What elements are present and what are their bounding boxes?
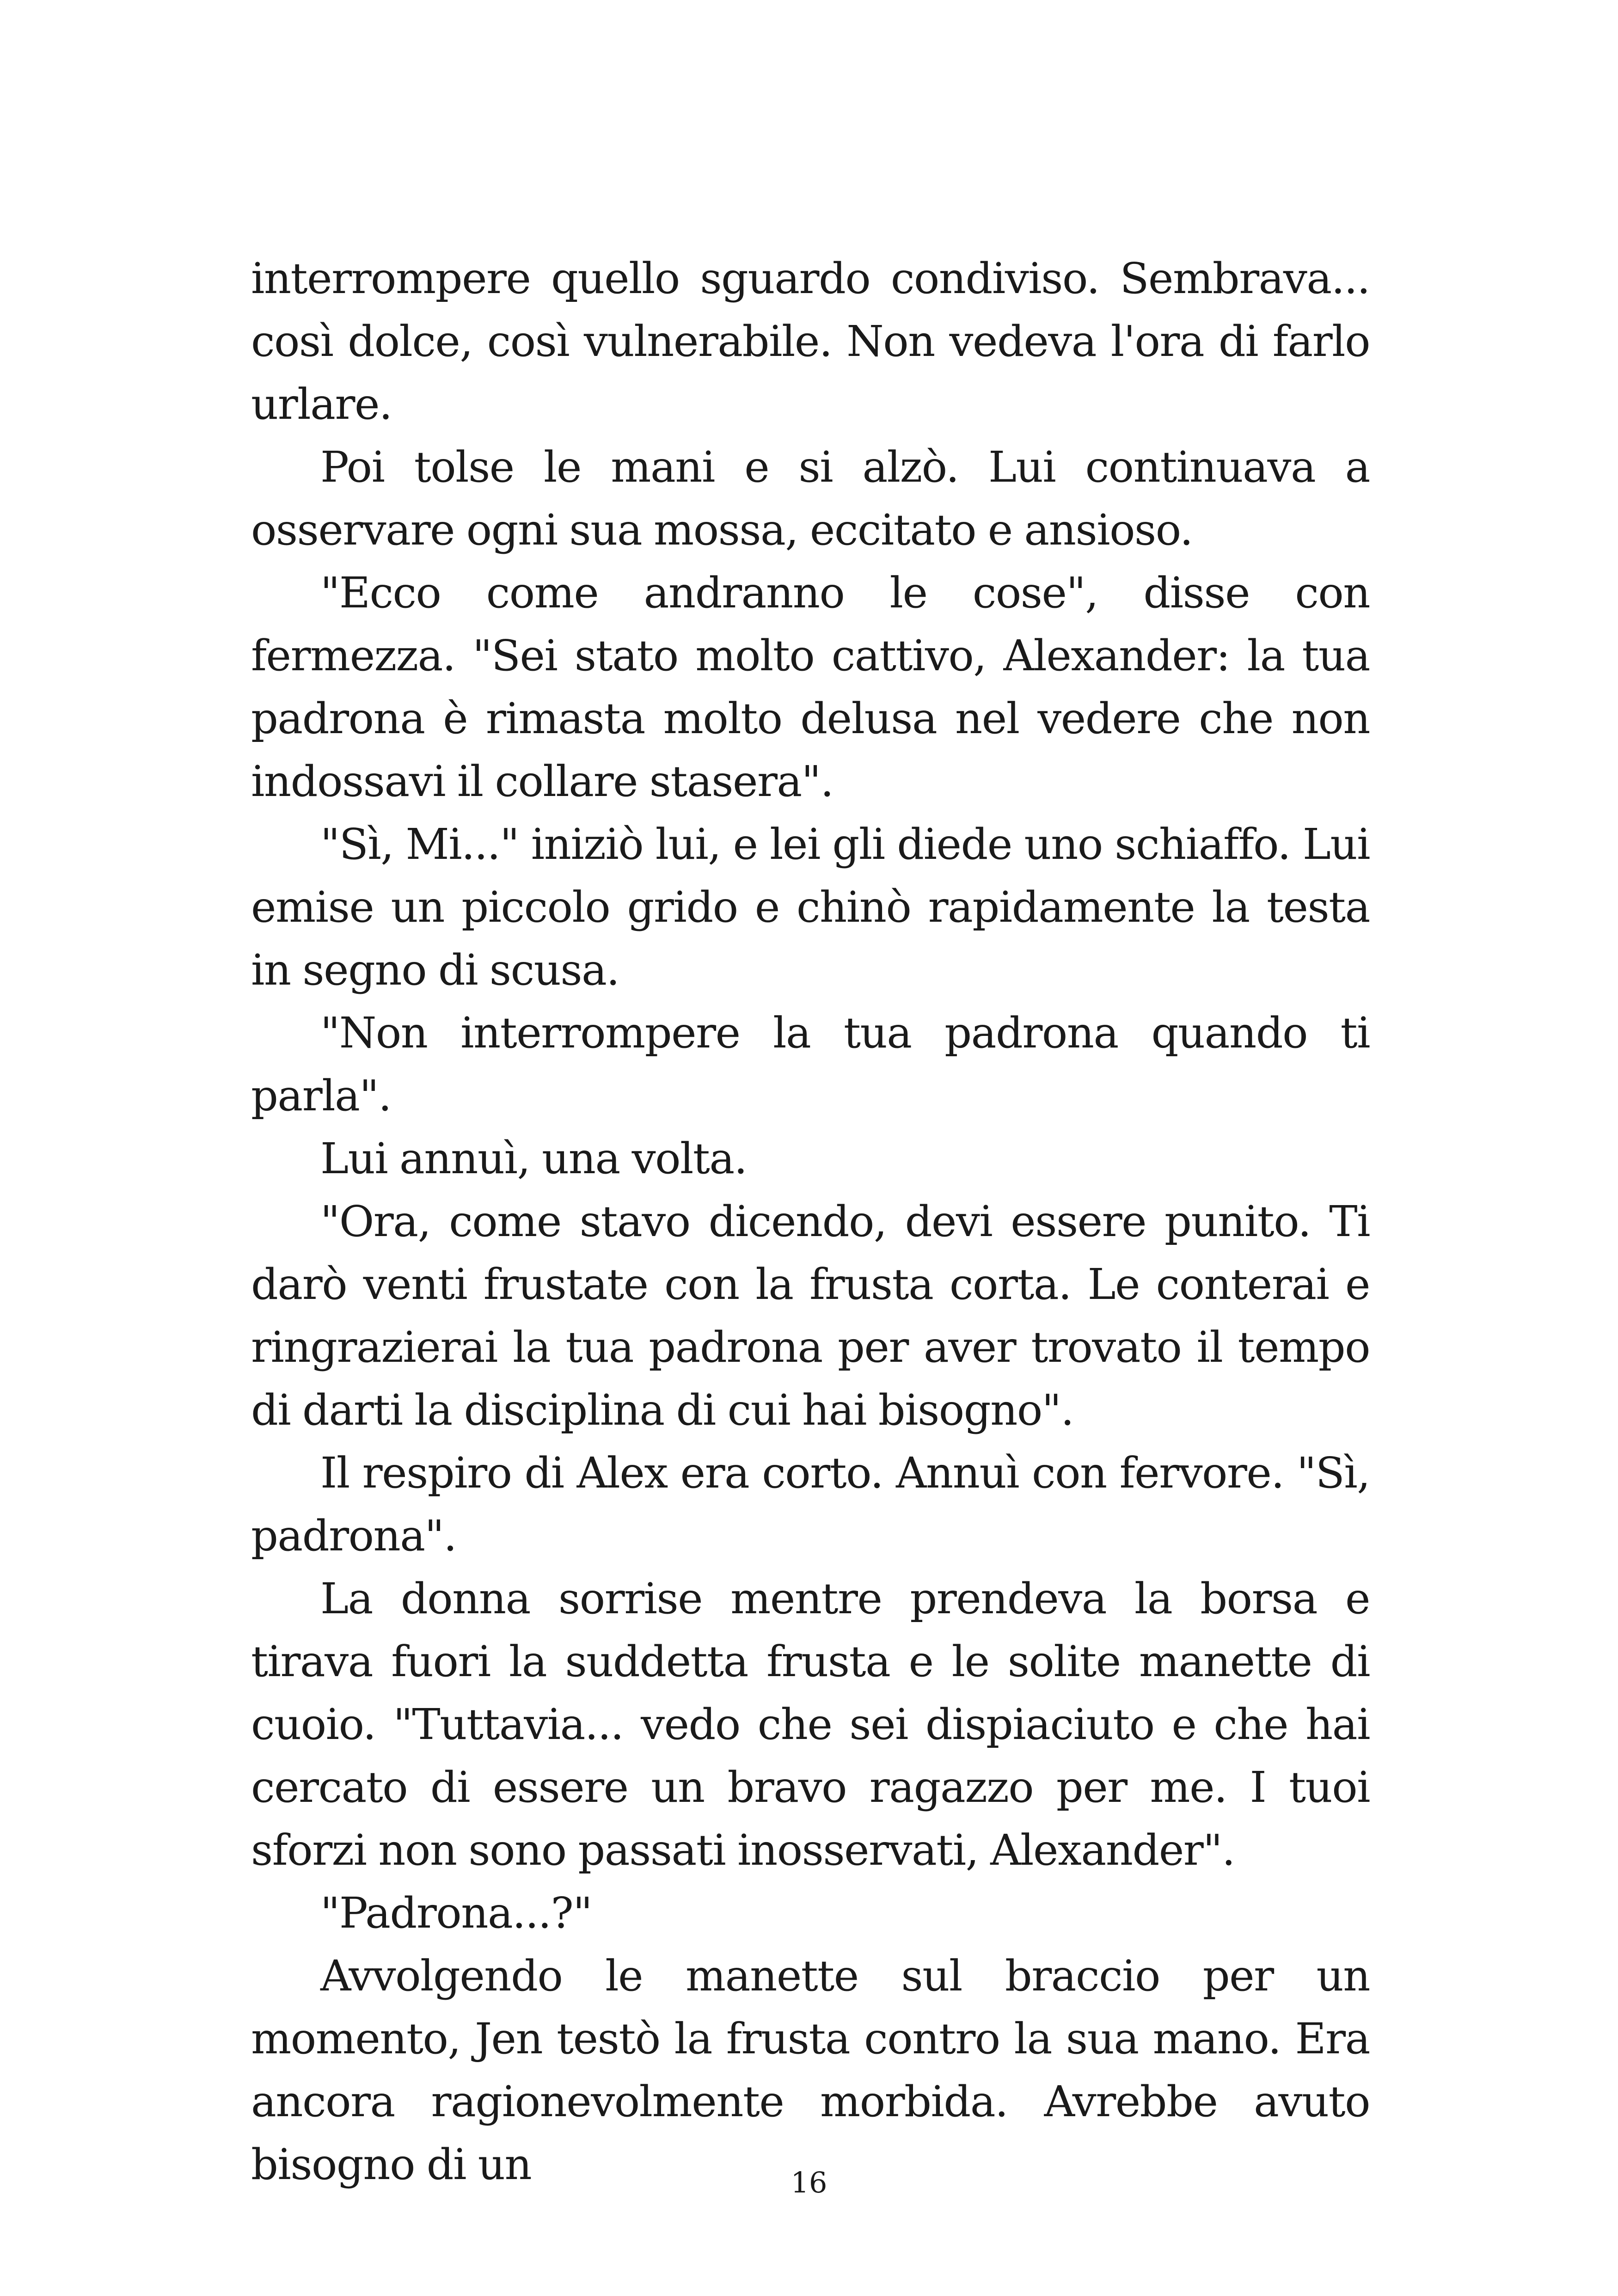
paragraph-8: Il respiro di Alex era corto. Annuì con fervore. "Sì, padrona". xyxy=(251,1448,1370,1561)
paragraph-9: La donna sorrise mentre prendeva la borsa e tirava fuori la suddetta frusta e le solite manette di cuoio. "Tuttavia... vedo che sei dispiaciuto e che hai cercato di essere un bravo ragazzo per me. I tuoi sforzi non sono passati inosservati, Alexander". xyxy=(251,1574,1370,1875)
paragraph-5: "Non interrompere la tua padrona quando ti parla". xyxy=(251,1008,1370,1120)
paragraph-10: "Padrona...?" xyxy=(320,1888,592,1938)
paragraph-7: "Ora, come stavo dicendo, devi essere punito. Ti darò venti frustate con la frusta corta. Le conterai e ringrazierai la tua padrona per aver trovato il tempo di darti la disciplina di cui hai bisogno". xyxy=(251,1197,1370,1435)
paragraph-6: Lui annuì, una volta. xyxy=(320,1134,747,1183)
page-number: 16 xyxy=(791,2166,827,2199)
paragraph-1: interrompere quello sguardo condiviso. Sembrava... così dolce, così vulnerabile. Non vedeva l'ora di farlo urlare. xyxy=(251,254,1370,429)
paragraph-3: "Ecco come andranno le cose", disse con fermezza. "Sei stato molto cattivo, Alexander: la tua padrona è rimasta molto delusa nel vedere che non indossavi il collare stasera". xyxy=(251,568,1370,806)
paragraph-4: "Sì, Mi..." iniziò lui, e lei gli diede uno schiaffo. Lui emise un piccolo grido e chinò rapidamente la testa in segno di scusa. xyxy=(251,820,1370,995)
body-text xyxy=(251,247,1370,2196)
paragraph-11: Avvolgendo le manette sul braccio per un momento, Jen testò la frusta contro la sua mano. Era ancora ragionevolmente morbida. Avrebbe avuto bisogno di un xyxy=(251,1951,1370,2189)
paragraph-2: Poi tolse le mani e si alzò. Lui continuava a osservare ogni sua mossa, eccitato e ansioso. xyxy=(251,442,1370,555)
